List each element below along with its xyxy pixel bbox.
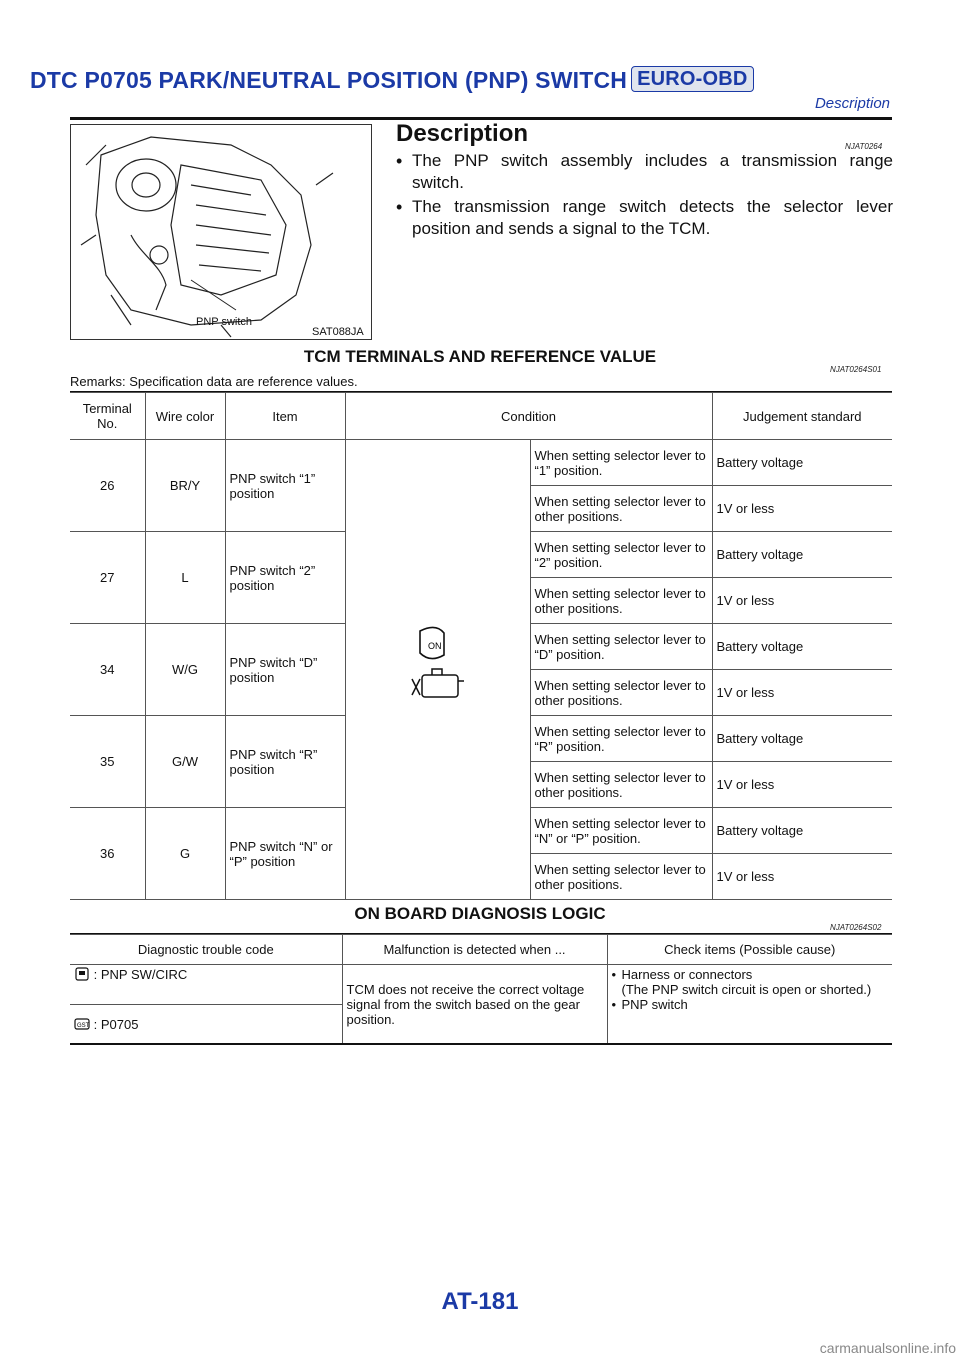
description-heading: Description — [396, 120, 529, 147]
euro-obd-badge: EURO-OBD — [631, 66, 754, 92]
figure-code: SAT088JA — [312, 326, 364, 338]
figure-label: PNP switch — [196, 316, 253, 328]
condition-cell: When setting selector lever to other positions. — [530, 854, 712, 900]
dtc-consult-text: : PNP SW/CIRC — [93, 967, 188, 982]
ignition-on-icon — [408, 623, 468, 713]
dtc-gst-text: : P0705 — [93, 1017, 139, 1032]
condition-cell: When setting selector lever to “1” position. — [530, 440, 712, 486]
col-malfunction: Malfunction is detected when ... — [342, 935, 607, 965]
svg-text:GST: GST — [77, 1023, 90, 1029]
wire-cell: W/G — [145, 624, 225, 716]
consult-icon — [74, 967, 90, 981]
condition-cell: When setting selector lever to other positions. — [530, 578, 712, 624]
item-cell: PNP switch “1” position — [225, 440, 345, 532]
check-item: • PNP switch — [612, 997, 889, 1012]
wire-cell: BR/Y — [145, 440, 225, 532]
description-bullets — [396, 150, 893, 242]
ignition-condition-cell — [345, 440, 530, 900]
bullet-item: • The PNP switch assembly includes a transmission range switch. — [396, 150, 893, 194]
col-wire: Wire color — [145, 393, 225, 440]
item-cell: PNP switch “D” position — [225, 624, 345, 716]
condition-cell: When setting selector lever to other positions. — [530, 486, 712, 532]
tcm-remarks: Remarks: Specification data are reference values. — [70, 374, 358, 389]
condition-cell: When setting selector lever to other positions. — [530, 670, 712, 716]
transmission-figure — [70, 124, 372, 340]
judgement-cell: Battery voltage — [712, 624, 892, 670]
terminal-cell: 36 — [70, 808, 145, 900]
condition-cell: When setting selector lever to “N” or “P” position. — [530, 808, 712, 854]
page-number: AT-181 — [441, 1288, 519, 1315]
terminal-cell: 34 — [70, 624, 145, 716]
col-judgement: Judgement standard — [712, 393, 892, 440]
judgement-cell: 1V or less — [712, 578, 892, 624]
item-cell: PNP switch “N” or “P” position — [225, 808, 345, 900]
judgement-cell: Battery voltage — [712, 532, 892, 578]
judgement-cell: Battery voltage — [712, 440, 892, 486]
tcm-heading: TCM TERMINALS AND REFERENCE VALUE — [303, 347, 657, 366]
obd-logic-table — [70, 934, 892, 1045]
table-row — [70, 440, 892, 486]
obd-code: NJAT0264S02 — [830, 923, 882, 932]
wire-cell: G/W — [145, 716, 225, 808]
engine-running-icon — [412, 669, 464, 697]
bullet-item: • The transmission range switch detects the selector lever position and sends a signal to the TCM. — [396, 196, 893, 240]
terminal-cell: 35 — [70, 716, 145, 808]
page-header-title — [30, 66, 754, 94]
malfunction-cell: TCM does not receive the correct voltage signal from the switch based on the gear position. — [342, 965, 607, 1045]
description-code: NJAT0264 — [845, 142, 883, 151]
col-check-items: Check items (Possible cause) — [607, 935, 892, 965]
svg-text:ON: ON — [427, 641, 441, 651]
col-terminal: Terminal No. — [70, 393, 145, 440]
judgement-cell: 1V or less — [712, 762, 892, 808]
judgement-cell: 1V or less — [712, 670, 892, 716]
item-cell: PNP switch “R” position — [225, 716, 345, 808]
obd-table-bottom-rule — [70, 1043, 892, 1045]
condition-cell: When setting selector lever to other positions. — [530, 762, 712, 808]
judgement-cell: 1V or less — [712, 854, 892, 900]
transmission-illustration — [71, 125, 371, 339]
tcm-code: NJAT0264S01 — [830, 365, 882, 374]
condition-cell: When setting selector lever to “R” position. — [530, 716, 712, 762]
terminal-cell: 26 — [70, 440, 145, 532]
judgement-cell: 1V or less — [712, 486, 892, 532]
watermark: carmanualsonline.info — [819, 1340, 956, 1356]
item-cell: PNP switch “2” position — [225, 532, 345, 624]
condition-cell: When setting selector lever to “2” position. — [530, 532, 712, 578]
check-items-cell — [607, 965, 892, 1045]
header-subtitle: Description — [814, 95, 890, 112]
col-condition: Condition — [345, 393, 712, 440]
dtc-cell-gst — [70, 1005, 342, 1045]
condition-cell: When setting selector lever to “D” position. — [530, 624, 712, 670]
judgement-cell: Battery voltage — [712, 808, 892, 854]
header-title-text: DTC P0705 PARK/NEUTRAL POSITION (PNP) SWITCH — [30, 67, 628, 93]
col-item: Item — [225, 393, 345, 440]
tcm-terminal-table — [70, 392, 892, 900]
gst-icon — [74, 1017, 90, 1031]
wire-cell: L — [145, 532, 225, 624]
dtc-cell-consult — [70, 965, 342, 1005]
check-item-note: (The PNP switch circuit is open or shorted.) — [621, 982, 872, 997]
terminal-cell: 27 — [70, 532, 145, 624]
judgement-cell: Battery voltage — [712, 716, 892, 762]
check-item: • Harness or connectors — [612, 967, 889, 982]
obd-heading: ON BOARD DIAGNOSIS LOGIC — [354, 904, 606, 923]
wire-cell: G — [145, 808, 225, 900]
col-dtc: Diagnostic trouble code — [70, 935, 342, 965]
